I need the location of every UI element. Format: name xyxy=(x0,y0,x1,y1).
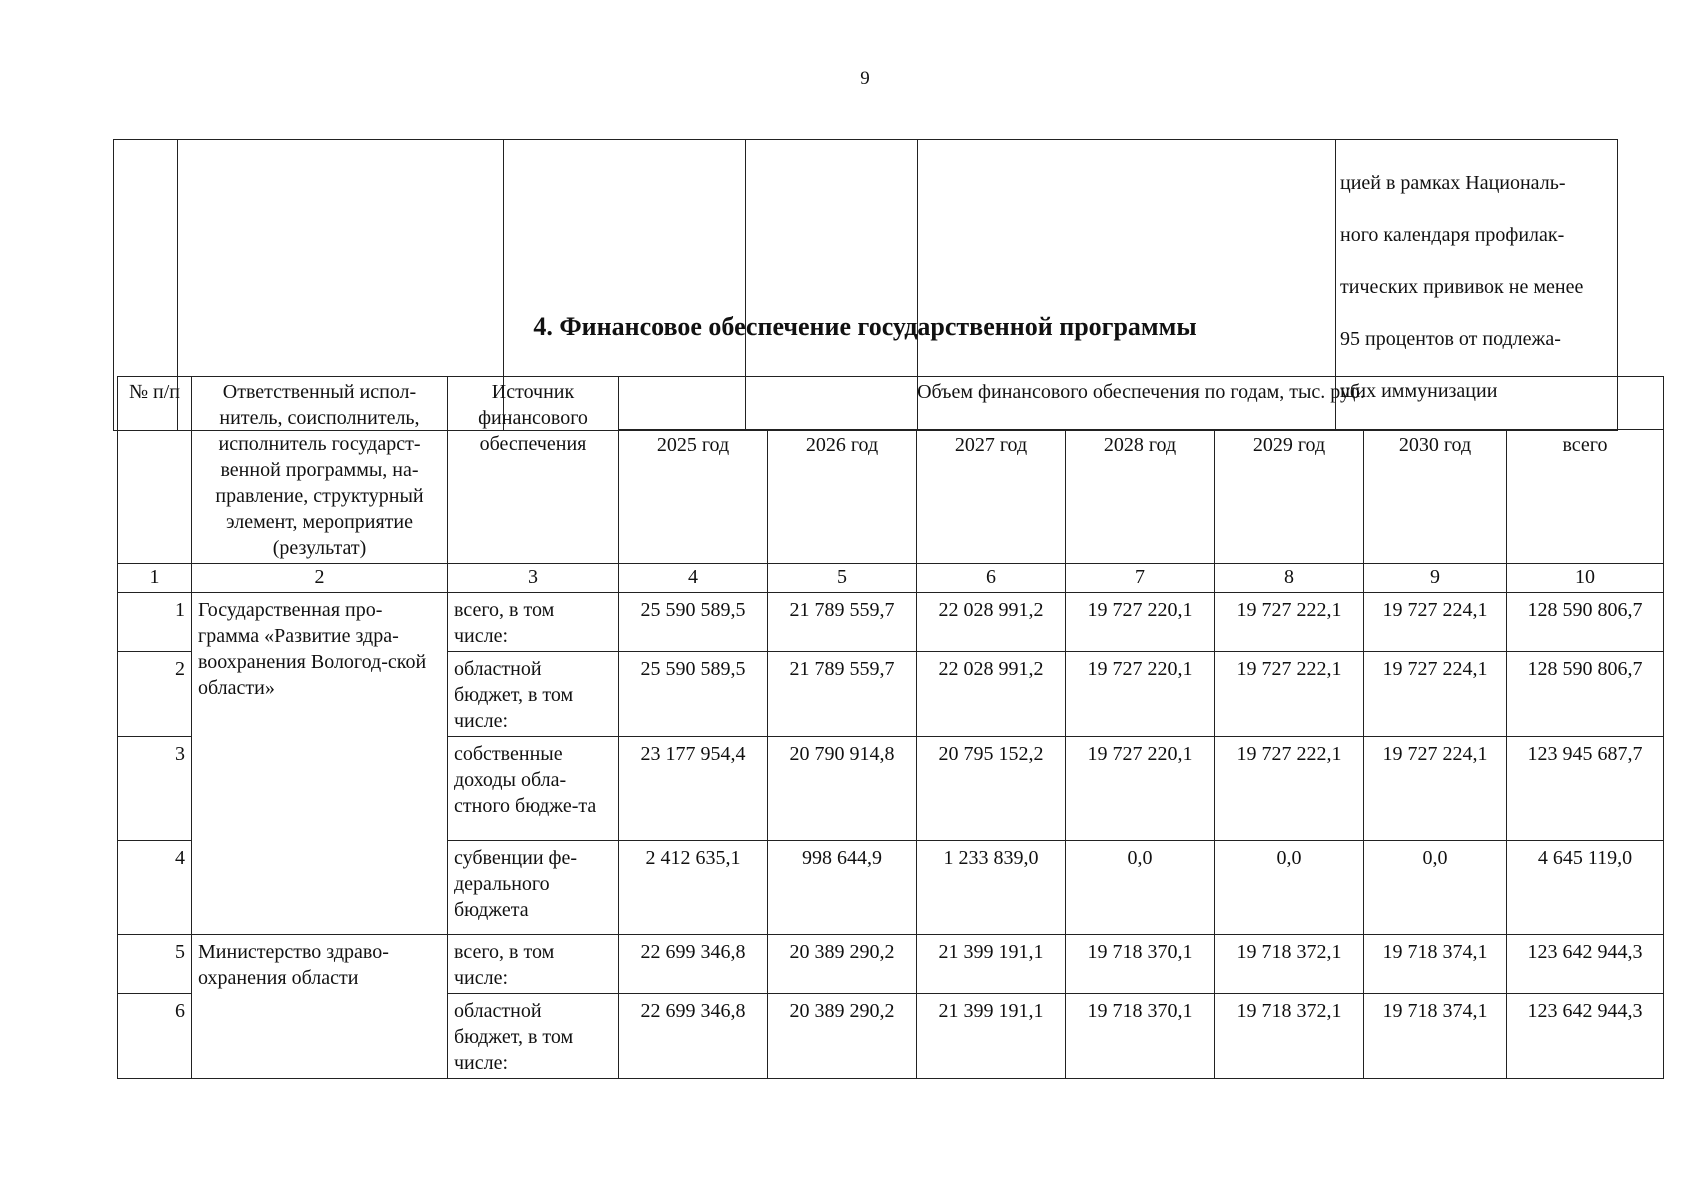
value-2027: 22 028 991,2 xyxy=(917,652,1066,737)
value-2030: 19 718 374,1 xyxy=(1364,994,1507,1079)
value-2029: 19 727 222,1 xyxy=(1215,593,1364,652)
column-number: 5 xyxy=(768,564,917,593)
value-2026: 20 389 290,2 xyxy=(768,994,917,1079)
value-2025: 22 699 346,8 xyxy=(619,935,768,994)
row-number: 5 xyxy=(118,935,192,994)
value-2029: 19 718 372,1 xyxy=(1215,935,1364,994)
value-2028: 19 727 220,1 xyxy=(1066,652,1215,737)
value-2029: 19 718 372,1 xyxy=(1215,994,1364,1079)
column-number: 2 xyxy=(192,564,448,593)
value-2028: 0,0 xyxy=(1066,841,1215,935)
value-2028: 19 718 370,1 xyxy=(1066,935,1215,994)
value-total: 123 945 687,7 xyxy=(1507,737,1664,841)
table-row xyxy=(118,593,1664,652)
executor-cell: Государственная про-грамма «Развитие здра-воохранения Вологод-ской области» xyxy=(192,593,448,935)
value-2027: 21 399 191,1 xyxy=(917,994,1066,1079)
continuation-text: цией в рамках Националь- ного календаря профилак- тических прививок не менее 95 процентов от подлежа- щих иммунизации xyxy=(1340,172,1584,402)
column-number: 4 xyxy=(619,564,768,593)
value-2026: 20 790 914,8 xyxy=(768,737,917,841)
source-cell: областной бюджет, в том числе: xyxy=(448,994,619,1079)
value-2027: 21 399 191,1 xyxy=(917,935,1066,994)
header-no: № п/п xyxy=(118,377,192,564)
source-cell: всего, в том числе: xyxy=(448,593,619,652)
header-year-2027: 2027 год xyxy=(917,429,1066,563)
column-number: 8 xyxy=(1215,564,1364,593)
value-2025: 2 412 635,1 xyxy=(619,841,768,935)
column-number: 10 xyxy=(1507,564,1664,593)
source-cell: собственные доходы обла-стного бюдже-та xyxy=(448,737,619,841)
column-number: 9 xyxy=(1364,564,1507,593)
header-executor: Ответственный испол-нитель, соисполнитель, исполнитель государст-венной программы, на-правление, структурный элемент, мероприятие (результат) xyxy=(192,377,448,564)
value-2026: 21 789 559,7 xyxy=(768,652,917,737)
value-2028: 19 727 220,1 xyxy=(1066,737,1215,841)
row-number: 3 xyxy=(118,737,192,841)
value-2027: 1 233 839,0 xyxy=(917,841,1066,935)
row-number: 2 xyxy=(118,652,192,737)
column-numbers-row xyxy=(118,564,1664,593)
page-number: 9 xyxy=(860,68,870,89)
value-2029: 0,0 xyxy=(1215,841,1364,935)
value-total: 128 590 806,7 xyxy=(1507,593,1664,652)
value-2028: 19 718 370,1 xyxy=(1066,994,1215,1079)
value-2030: 19 727 224,1 xyxy=(1364,737,1507,841)
value-2026: 21 789 559,7 xyxy=(768,593,917,652)
value-2025: 23 177 954,4 xyxy=(619,737,768,841)
value-2029: 19 727 222,1 xyxy=(1215,652,1364,737)
row-number: 1 xyxy=(118,593,192,652)
value-total: 123 642 944,3 xyxy=(1507,935,1664,994)
source-cell: областной бюджет, в том числе: xyxy=(448,652,619,737)
value-2029: 19 727 222,1 xyxy=(1215,737,1364,841)
column-number: 6 xyxy=(917,564,1066,593)
header-year-2030: 2030 год xyxy=(1364,429,1507,563)
value-2025: 25 590 589,5 xyxy=(619,593,768,652)
value-2030: 19 727 224,1 xyxy=(1364,593,1507,652)
value-2028: 19 727 220,1 xyxy=(1066,593,1215,652)
header-year-2028: 2028 год xyxy=(1066,429,1215,563)
value-2030: 19 718 374,1 xyxy=(1364,935,1507,994)
header-volume: Объем финансового обеспечения по годам, тыс. руб. xyxy=(619,377,1664,430)
source-cell: всего, в том числе: xyxy=(448,935,619,994)
header-source: Источник финансового обеспечения xyxy=(448,377,619,564)
header-year-2029: 2029 год xyxy=(1215,429,1364,563)
finance-table xyxy=(117,376,1664,1079)
row-number: 4 xyxy=(118,841,192,935)
value-2027: 20 795 152,2 xyxy=(917,737,1066,841)
value-2030: 19 727 224,1 xyxy=(1364,652,1507,737)
value-2026: 998 644,9 xyxy=(768,841,917,935)
executor-cell: Министерство здраво-охранения области xyxy=(192,935,448,1079)
value-2025: 22 699 346,8 xyxy=(619,994,768,1079)
header-total: всего xyxy=(1507,429,1664,563)
value-2027: 22 028 991,2 xyxy=(917,593,1066,652)
value-total: 4 645 119,0 xyxy=(1507,841,1664,935)
header-year-2026: 2026 год xyxy=(768,429,917,563)
column-number: 7 xyxy=(1066,564,1215,593)
source-cell: субвенции фе-дерального бюджета xyxy=(448,841,619,935)
value-2030: 0,0 xyxy=(1364,841,1507,935)
column-number: 3 xyxy=(448,564,619,593)
value-total: 123 642 944,3 xyxy=(1507,994,1664,1079)
value-2025: 25 590 589,5 xyxy=(619,652,768,737)
value-total: 128 590 806,7 xyxy=(1507,652,1664,737)
section-title: 4. Финансовое обеспечение государственной программы xyxy=(533,312,1197,341)
table-row xyxy=(118,935,1664,994)
header-year-2025: 2025 год xyxy=(619,429,768,563)
value-2026: 20 389 290,2 xyxy=(768,935,917,994)
column-number: 1 xyxy=(118,564,192,593)
row-number: 6 xyxy=(118,994,192,1079)
